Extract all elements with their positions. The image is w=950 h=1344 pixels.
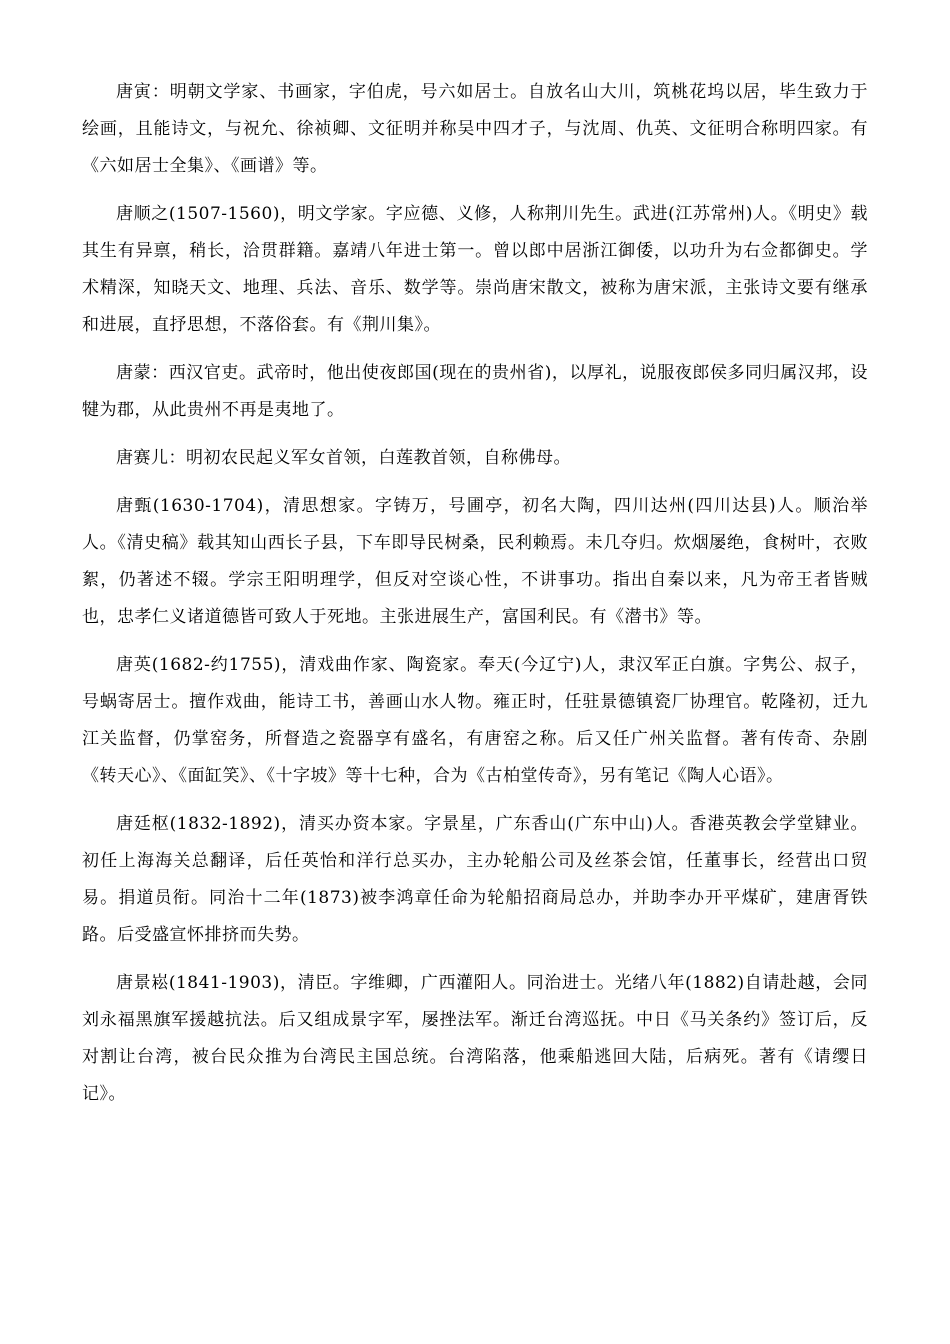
paragraph-tang-ying: 唐英(1682-约1755)，清戏曲作家、陶瓷家。奉天(今辽宁)人，隶汉军正白旗。字隽公、叔子，号蜗寄居士。擅作戏曲，能诗工书，善画山水人物。雍正时，任驻景德镇瓷厂协理官。乾隆初，迁九江关监督，仍掌窑务，所督造之瓷器享有盛名，有唐窑之称。后又任广州关监督。著有传奇、杂剧《转天心》、《面缸笑》、《十字坡》等十七种，合为《古柏堂传奇》，另有笔记《陶人心语》。: [82, 655, 868, 786]
paragraph-tang-shunzhi: 唐顺之(1507-1560)，明文学家。字应德、义修，人称荆川先生。武进(江苏常州)人。《明史》载其生有异禀，稍长，洽贯群籍。嘉靖八年进士第一。曾以郎中居浙江御倭，以功升为右佥都御史。学术精深，知晓天文、地理、兵法、音乐、数学等。崇尚唐宋散文，被称为唐宋派，主张诗文要有继承和进展，直抒思想，不落俗套。有《荆川集》。: [82, 204, 868, 335]
paragraph-tang-tingshu: 唐廷枢(1832-1892)，清买办资本家。字景星，广东香山(广东中山)人。香港英教会学堂肄业。初任上海海关总翻译，后任英怡和洋行总买办，主办轮船公司及丝茶会馆，任董事长，经营出口贸易。捐道员衔。同治十二年(1873)被李鸿章任命为轮船招商局总办，并助李办开平煤矿，建唐胥铁路。后受盛宣怀排挤而失势。: [82, 814, 868, 945]
paragraph-tang-yin: 唐寅：明朝文学家、书画家，字伯虎，号六如居士。自放名山大川，筑桃花坞以居，毕生致力于绘画，且能诗文，与祝允、徐祯卿、文征明并称吴中四才子，与沈周、仇英、文征明合称明四家。有《六如居士全集》、《画谱》等。: [82, 82, 868, 176]
paragraph-tang-meng: 唐蒙：西汉官吏。武帝时，他出使夜郎国(现在的贵州省)，以厚礼，说服夜郎侯多同归属汉邦，设犍为郡，从此贵州不再是夷地了。: [82, 363, 868, 420]
paragraph-tang-zhen: 唐甄(1630-1704)，清思想家。字铸万，号圃亭，初名大陶，四川达州(四川达县)人。顺治举人。《清史稿》载其知山西长子县，下车即导民树桑，民利赖焉。未几夺归。炊烟屡绝，食树叶，衣败絮，仍著述不辍。学宗王阳明理学，但反对空谈心性，不讲事功。指出自秦以来，凡为帝王者皆贼也，忠孝仁义诸道德皆可致人于死地。主张进展生产，富国利民。有《潜书》等。: [82, 496, 868, 627]
paragraph-tang-saier: 唐赛儿：明初农民起义军女首领，白莲教首领，自称佛母。: [116, 448, 571, 468]
paragraph-tang-jingsong: 唐景崧(1841-1903)，清臣。字维卿，广西灌阳人。同治进士。光绪八年(1882)自请赴越，会同刘永福黑旗军援越抗法。后又组成景字军，屡挫法军。渐迁台湾巡抚。中日《马关条约》签订后，反对割让台湾，被台民众推为台湾民主国总统。台湾陷落，他乘船逃回大陆，后病死。著有《请缨日记》。: [82, 973, 868, 1104]
